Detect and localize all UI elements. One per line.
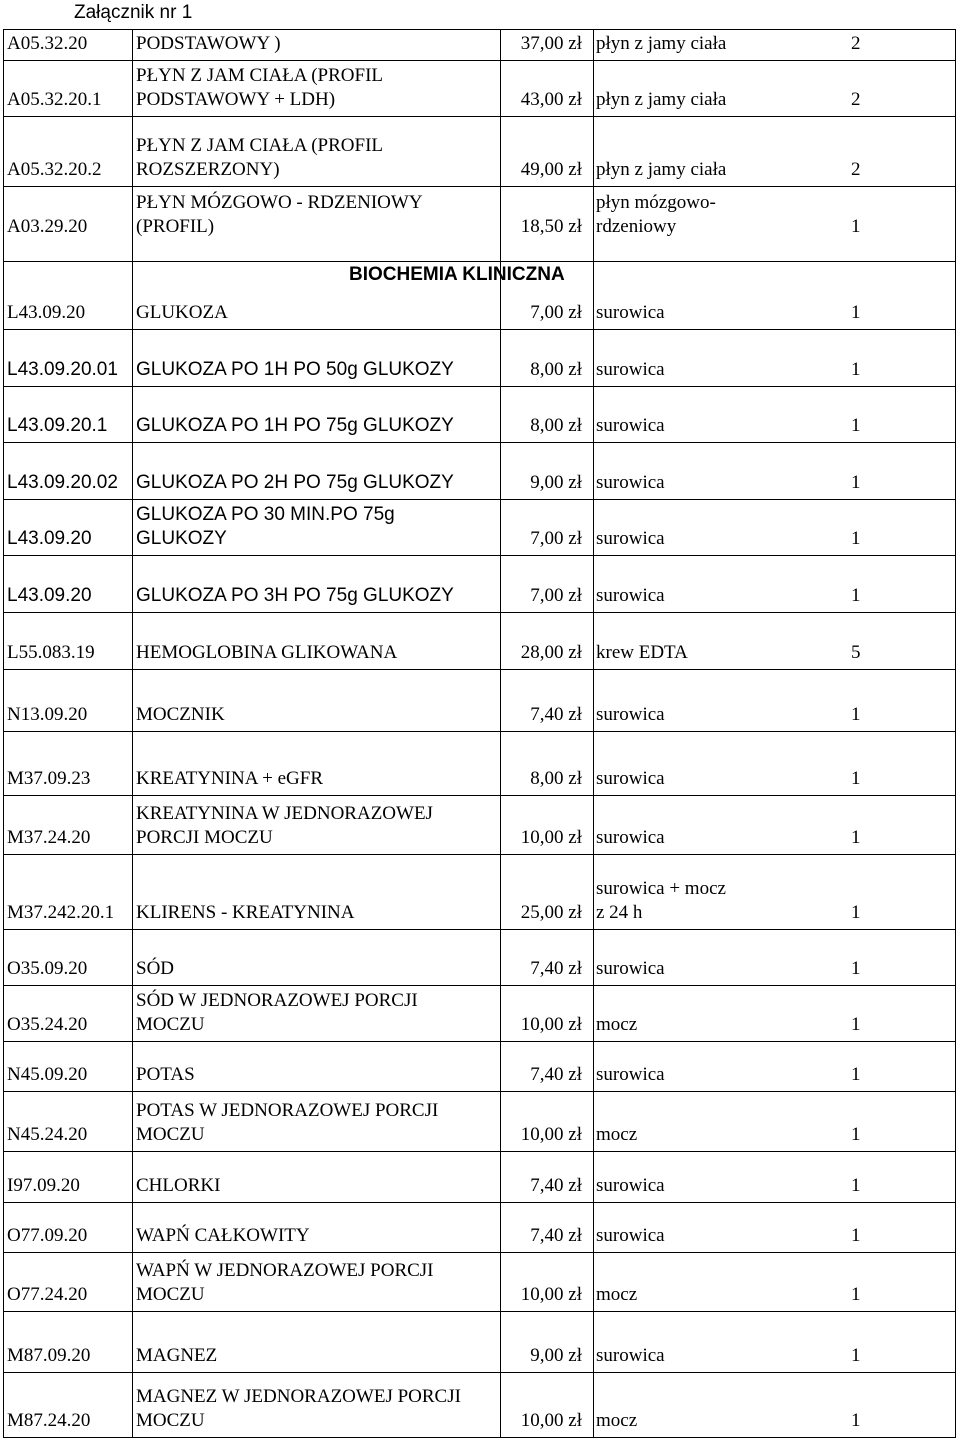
test-price: 8,00 zł xyxy=(530,359,582,380)
sample-material: surowica xyxy=(596,704,665,725)
test-code: L55.083.19 xyxy=(7,642,95,663)
test-name: CHLORKI xyxy=(136,1175,221,1196)
test-price: 28,00 zł xyxy=(520,642,582,663)
attachment-label: Załącznik nr 1 xyxy=(74,2,193,23)
row-divider xyxy=(3,795,956,796)
test-price: 37,00 zł xyxy=(520,33,582,54)
test-name: KREATYNINA W JEDNORAZOWEJ xyxy=(136,803,433,824)
sample-material: surowica xyxy=(596,1225,665,1246)
row-divider xyxy=(3,329,956,330)
row-divider xyxy=(3,116,956,117)
test-price: 43,00 zł xyxy=(520,89,582,110)
sample-material: mocz xyxy=(596,1124,638,1145)
sample-material: płyn z jamy ciała xyxy=(596,159,727,180)
test-code: A05.32.20.2 xyxy=(7,159,102,180)
test-code: M87.24.20 xyxy=(7,1410,91,1431)
row-divider xyxy=(3,731,956,732)
test-name: PORCJI MOCZU xyxy=(136,827,273,848)
row-divider xyxy=(3,499,956,500)
turnaround-days: 1 xyxy=(851,1064,861,1085)
test-code: M37.242.20.1 xyxy=(7,902,115,923)
test-name: GLUKOZA PO 1H PO 75g GLUKOZY xyxy=(136,415,454,436)
turnaround-days: 1 xyxy=(851,1345,861,1366)
sample-material: rdzeniowy xyxy=(596,216,677,237)
row-divider xyxy=(3,442,956,443)
column-divider xyxy=(593,29,594,1437)
test-price: 10,00 zł xyxy=(520,827,582,848)
test-price: 7,40 zł xyxy=(530,1175,582,1196)
test-name: GLUKOZA PO 2H PO 75g GLUKOZY xyxy=(136,472,454,493)
test-code: N45.09.20 xyxy=(7,1064,88,1085)
row-divider xyxy=(3,1437,956,1438)
test-name: GLUKOZA xyxy=(136,302,228,323)
test-code: A05.32.20.1 xyxy=(7,89,102,110)
test-name: MOCZU xyxy=(136,1124,205,1145)
turnaround-days: 1 xyxy=(851,216,861,237)
test-code: L43.09.20.02 xyxy=(7,472,118,493)
section-title: BIOCHEMIA KLINICZNA xyxy=(349,264,565,285)
sample-material: surowica xyxy=(596,528,665,549)
row-divider xyxy=(3,555,956,556)
turnaround-days: 1 xyxy=(851,1225,861,1246)
turnaround-days: 1 xyxy=(851,827,861,848)
test-price: 10,00 zł xyxy=(520,1284,582,1305)
row-divider xyxy=(3,1252,956,1253)
row-divider xyxy=(3,386,956,387)
column-divider xyxy=(500,29,501,1437)
test-name: PŁYN Z JAM CIAŁA (PROFIL xyxy=(136,65,384,86)
test-name: MAGNEZ W JEDNORAZOWEJ PORCJI xyxy=(136,1386,461,1407)
test-name: POTAS W JEDNORAZOWEJ PORCJI xyxy=(136,1100,439,1121)
turnaround-days: 1 xyxy=(851,528,861,549)
turnaround-days: 2 xyxy=(851,33,861,54)
test-price: 49,00 zł xyxy=(520,159,582,180)
row-divider xyxy=(3,1202,956,1203)
turnaround-days: 1 xyxy=(851,1124,861,1145)
test-name: (PROFIL) xyxy=(136,216,215,237)
row-divider xyxy=(3,854,956,855)
sample-material: surowica xyxy=(596,585,665,606)
turnaround-days: 1 xyxy=(851,415,861,436)
test-code: O35.24.20 xyxy=(7,1014,88,1035)
test-name: KREATYNINA + eGFR xyxy=(136,768,323,789)
test-code: L43.09.20 xyxy=(7,528,92,549)
test-name: KLIRENS - KREATYNINA xyxy=(136,902,355,923)
test-price: 7,00 zł xyxy=(530,585,582,606)
test-code: I97.09.20 xyxy=(7,1175,80,1196)
turnaround-days: 1 xyxy=(851,768,861,789)
row-divider xyxy=(3,1091,956,1092)
sample-material: surowica xyxy=(596,768,665,789)
test-code: L43.09.20 xyxy=(7,585,92,606)
test-code: O77.24.20 xyxy=(7,1284,88,1305)
test-code: L43.09.20.1 xyxy=(7,415,108,436)
test-price: 7,40 zł xyxy=(530,958,582,979)
test-name: MOCZU xyxy=(136,1284,205,1305)
sample-material: mocz xyxy=(596,1014,638,1035)
sample-material: surowica xyxy=(596,958,665,979)
test-code: L43.09.20.01 xyxy=(7,359,118,380)
test-code: A05.32.20 xyxy=(7,33,88,54)
row-divider xyxy=(3,1151,956,1152)
sample-material: mocz xyxy=(596,1284,638,1305)
turnaround-days: 2 xyxy=(851,159,861,180)
sample-material: surowica xyxy=(596,1345,665,1366)
turnaround-days: 1 xyxy=(851,1284,861,1305)
test-name: MOCZNIK xyxy=(136,704,225,725)
row-divider xyxy=(3,60,956,61)
sample-material: surowica xyxy=(596,1064,665,1085)
test-name: PODSTAWOWY ) xyxy=(136,33,281,54)
sample-material: surowica + mocz xyxy=(596,878,726,899)
test-price: 7,40 zł xyxy=(530,1225,582,1246)
row-divider xyxy=(3,1311,956,1312)
test-name: HEMOGLOBINA GLIKOWANA xyxy=(136,642,398,663)
test-name: GLUKOZA PO 30 MIN.PO 75g xyxy=(136,504,395,525)
column-divider xyxy=(3,29,4,1437)
test-price: 8,00 zł xyxy=(530,415,582,436)
test-name: PŁYN Z JAM CIAŁA (PROFIL xyxy=(136,135,384,156)
sample-material: krew EDTA xyxy=(596,642,688,663)
row-divider xyxy=(3,1372,956,1373)
test-name: SÓD W JEDNORAZOWEJ PORCJI xyxy=(136,990,418,1011)
turnaround-days: 1 xyxy=(851,1014,861,1035)
test-price: 25,00 zł xyxy=(520,902,582,923)
test-price: 7,00 zł xyxy=(530,528,582,549)
sample-material: surowica xyxy=(596,415,665,436)
test-price: 7,00 zł xyxy=(530,302,582,323)
turnaround-days: 1 xyxy=(851,1410,861,1431)
row-divider xyxy=(3,1041,956,1042)
test-name: GLUKOZY xyxy=(136,528,227,549)
test-price: 7,40 zł xyxy=(530,1064,582,1085)
test-price: 10,00 zł xyxy=(520,1410,582,1431)
test-name: GLUKOZA PO 1H PO 50g GLUKOZY xyxy=(136,359,454,380)
test-price: 9,00 zł xyxy=(530,472,582,493)
sample-material: płyn z jamy ciała xyxy=(596,89,727,110)
test-code: O35.09.20 xyxy=(7,958,88,979)
test-code: O77.09.20 xyxy=(7,1225,88,1246)
row-divider xyxy=(3,985,956,986)
row-divider xyxy=(3,669,956,670)
sample-material: surowica xyxy=(596,359,665,380)
test-name: SÓD xyxy=(136,958,175,979)
row-divider xyxy=(3,261,956,262)
test-name: POTAS xyxy=(136,1064,195,1085)
test-name: PŁYN MÓZGOWO - RDZENIOWY xyxy=(136,192,423,213)
test-name: MAGNEZ xyxy=(136,1345,218,1366)
test-code: M37.09.23 xyxy=(7,768,91,789)
row-divider xyxy=(3,612,956,613)
sample-material: surowica xyxy=(596,472,665,493)
row-divider xyxy=(3,29,956,30)
turnaround-days: 1 xyxy=(851,1175,861,1196)
test-code: M37.24.20 xyxy=(7,827,91,848)
sample-material: surowica xyxy=(596,1175,665,1196)
test-name: ROZSZERZONY) xyxy=(136,159,280,180)
turnaround-days: 1 xyxy=(851,585,861,606)
test-name: GLUKOZA PO 3H PO 75g GLUKOZY xyxy=(136,585,454,606)
column-divider xyxy=(955,29,956,1437)
test-name: PODSTAWOWY + LDH) xyxy=(136,89,336,110)
test-name: WAPŃ W JEDNORAZOWEJ PORCJI xyxy=(136,1260,434,1281)
test-name: MOCZU xyxy=(136,1410,205,1431)
sample-material: płyn z jamy ciała xyxy=(596,33,727,54)
test-price: 7,40 zł xyxy=(530,704,582,725)
row-divider xyxy=(3,929,956,930)
turnaround-days: 1 xyxy=(851,302,861,323)
test-price: 8,00 zł xyxy=(530,768,582,789)
sample-material: surowica xyxy=(596,827,665,848)
turnaround-days: 1 xyxy=(851,958,861,979)
sample-material: z 24 h xyxy=(596,902,643,923)
test-name: WAPŃ CAŁKOWITY xyxy=(136,1225,310,1246)
test-code: N45.24.20 xyxy=(7,1124,88,1145)
test-price: 10,00 zł xyxy=(520,1014,582,1035)
turnaround-days: 1 xyxy=(851,359,861,380)
test-code: A03.29.20 xyxy=(7,216,88,237)
turnaround-days: 1 xyxy=(851,472,861,493)
test-price: 18,50 zł xyxy=(520,216,582,237)
turnaround-days: 1 xyxy=(851,704,861,725)
turnaround-days: 5 xyxy=(851,642,861,663)
sample-material: płyn mózgowo- xyxy=(596,192,716,213)
row-divider xyxy=(3,186,956,187)
test-code: N13.09.20 xyxy=(7,704,88,725)
test-name: MOCZU xyxy=(136,1014,205,1035)
turnaround-days: 2 xyxy=(851,89,861,110)
sample-material: mocz xyxy=(596,1410,638,1431)
price-table xyxy=(3,29,956,1437)
turnaround-days: 1 xyxy=(851,902,861,923)
sample-material: surowica xyxy=(596,302,665,323)
test-price: 9,00 zł xyxy=(530,1345,582,1366)
test-code: L43.09.20 xyxy=(7,302,86,323)
test-code: M87.09.20 xyxy=(7,1345,91,1366)
test-price: 10,00 zł xyxy=(520,1124,582,1145)
column-divider xyxy=(132,29,133,1437)
